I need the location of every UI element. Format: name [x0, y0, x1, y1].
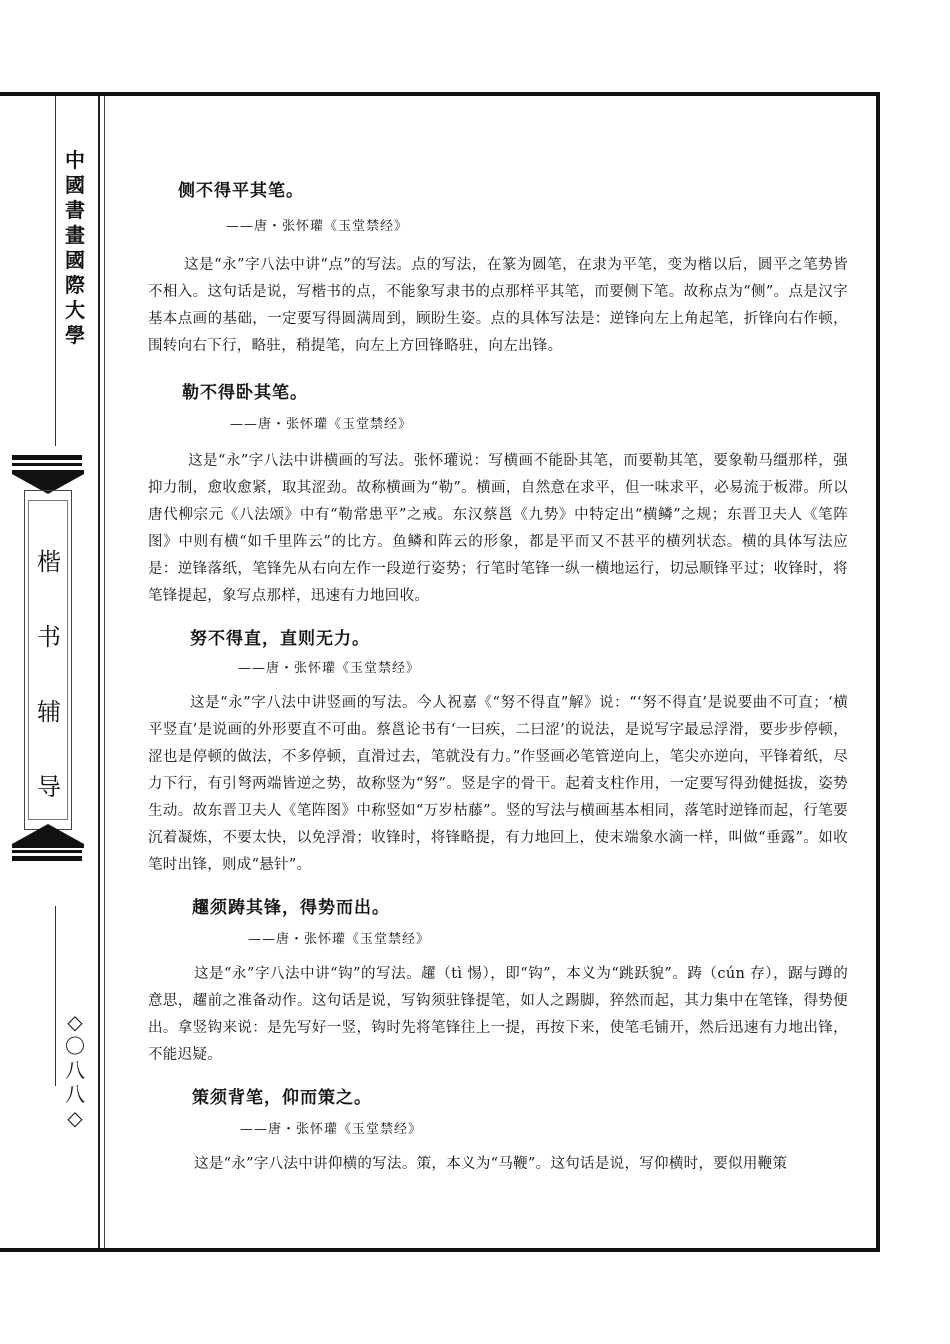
book-title-char: 辅 [37, 698, 61, 726]
series-char: 國 [65, 248, 85, 272]
book-title-char: 导 [37, 773, 61, 801]
series-char: 書 [65, 198, 85, 222]
section-source: ——唐・张怀瓘《玉堂禁经》 [240, 1122, 423, 1137]
ornament-bar [12, 856, 82, 861]
page-number-char: 〇 [65, 1034, 85, 1058]
book-title [34, 542, 64, 842]
cartouche-bottom-ornament [12, 822, 84, 848]
series-char: 際 [65, 273, 85, 297]
ornament-bar [12, 850, 82, 853]
section-heading: 努不得直，直则无力。 [190, 629, 370, 649]
margin-rule [98, 96, 100, 1248]
section-body: 这是“永”字八法中讲竖画的写法。今人祝嘉《“努不得直”解》说：“‘努不得直’是说要曲不可直；‘横平竖直’是说画的外形要直不可曲。蔡邕论书有‘一曰疾，二曰涩’的说法，是说写字最忌浮滑，要步步停顿，涩也是停顿的做法，不多停顿，直滑过去，笔就没有力。”作竖画必笔管逆向上，笔尖亦逆向，平锋着纸，尽力下行，有引弩两端皆逆之势，故称竖为“努”。竖是字的骨干。起着支柱作用，一定要写得劲健挺拔，姿势生动。故东晋卫夫人《笔阵图》中称竖如“万岁枯藤”。竖的写法与横画基本相同，落笔时逆锋而起，行笔要沉着凝炼，不要太快，以免浮滑；收锋时，将锋略提，有力地回上，使末端象水滴一样，叫做“垂露”。如收笔时出锋，则成“悬针”。 [148, 695, 848, 873]
section-heading: 趯须踌其锋，得势而出。 [192, 898, 390, 918]
main-content [148, 176, 848, 1178]
section-body: 这是“永”字八法中讲横画的写法。张怀瓘说：写横画不能卧其笔，而要勒其笔，要象勒马缰那样，强抑力制，愈收愈紧，取其涩劲。故称横画为“勒”。横画，自然意在求平，但一味求平，必易流于板滞。所以唐代柳宗元《八法颂》中有“勒常患平”之戒。东汉蔡邕《九势》中特定出“横鳞”之规；东晋卫夫人《笔阵图》中则有横“如千里阵云”的比方。鱼鳞和阵云的形象，都是平而又不甚平的横列状态。横的具体写法应是：逆锋落纸，笔锋先从右向左作一段逆行姿势；行笔时笔锋一纵一横地运行，切忌顺锋平过；收锋时，将笔锋提起，象写点那样，迅速有力地回收。 [148, 453, 848, 604]
section-heading: 策须背笔，仰而策之。 [192, 1088, 372, 1108]
series-char: 畫 [65, 223, 85, 247]
series-char: 大 [65, 298, 85, 322]
section-source: ——唐・张怀瓘《玉堂禁经》 [248, 932, 431, 947]
series-char: 中 [65, 148, 85, 172]
sidebar-line [55, 96, 56, 446]
ornament-bar [12, 463, 82, 466]
series-char: 學 [65, 323, 85, 347]
series-char: 國 [65, 173, 85, 197]
section-body: 这是“永”字八法中讲“点”的写法。点的写法，在篆为圆笔，在隶为平笔，变为楷以后，圆平之笔势皆不相入。这句话是说，写楷书的点，不能象写隶书的点那样平其笔，而要侧下笔。故称点为“侧”。点是汉字基本点画的基础，一定要写得圆满周到，顾盼生姿。点的具体写法是：逆锋向左上角起笔，折锋向右作顿，围转向右下行，略驻，稍提笔，向左上方回锋略驻，向左出锋。 [148, 257, 848, 354]
book-title-char: 书 [37, 623, 61, 651]
section-source: ——唐・张怀瓘《玉堂禁经》 [238, 661, 421, 676]
margin-rule-inner [104, 96, 105, 1248]
section-source: ——唐・张怀瓘《玉堂禁经》 [230, 417, 413, 432]
section-heading: 侧不得平其笔。 [178, 181, 304, 201]
sidebar-line [55, 906, 56, 1086]
page-number-char: 八 [65, 1082, 85, 1106]
section-body: 这是“永”字八法中讲“钩”的写法。趯（tì 惕），即“钩”，本义为“跳跃貌”。踌（cún 存），踞与蹲的意思，趯前之准备动作。这句话是说，写钩须驻锋提笔，如人之踢脚，猝然而起，其力集中在笔锋，得势便出。拿竖钩来说：是先写好一竖，钩时先将笔锋往上一提，再按下来，使笔毛铺开，然后迅速有力地出锋，不能迟疑。 [148, 966, 848, 1063]
section-heading: 勒不得卧其笔。 [182, 383, 308, 403]
section-source: ——唐・张怀瓘《玉堂禁经》 [226, 219, 409, 234]
ornament-bar [12, 455, 82, 460]
page-number-char: ◇ [67, 1010, 83, 1034]
page-number [62, 1010, 88, 1130]
page-number-char: ◇ [67, 1106, 83, 1130]
section-body: 这是“永”字八法中讲仰横的写法。策，本义为“马鞭”。这句话是说，写仰横时，要似用鞭策 [194, 1156, 788, 1172]
book-title-char: 楷 [37, 548, 61, 576]
page-number-char: 八 [65, 1058, 85, 1082]
series-title [60, 148, 90, 348]
